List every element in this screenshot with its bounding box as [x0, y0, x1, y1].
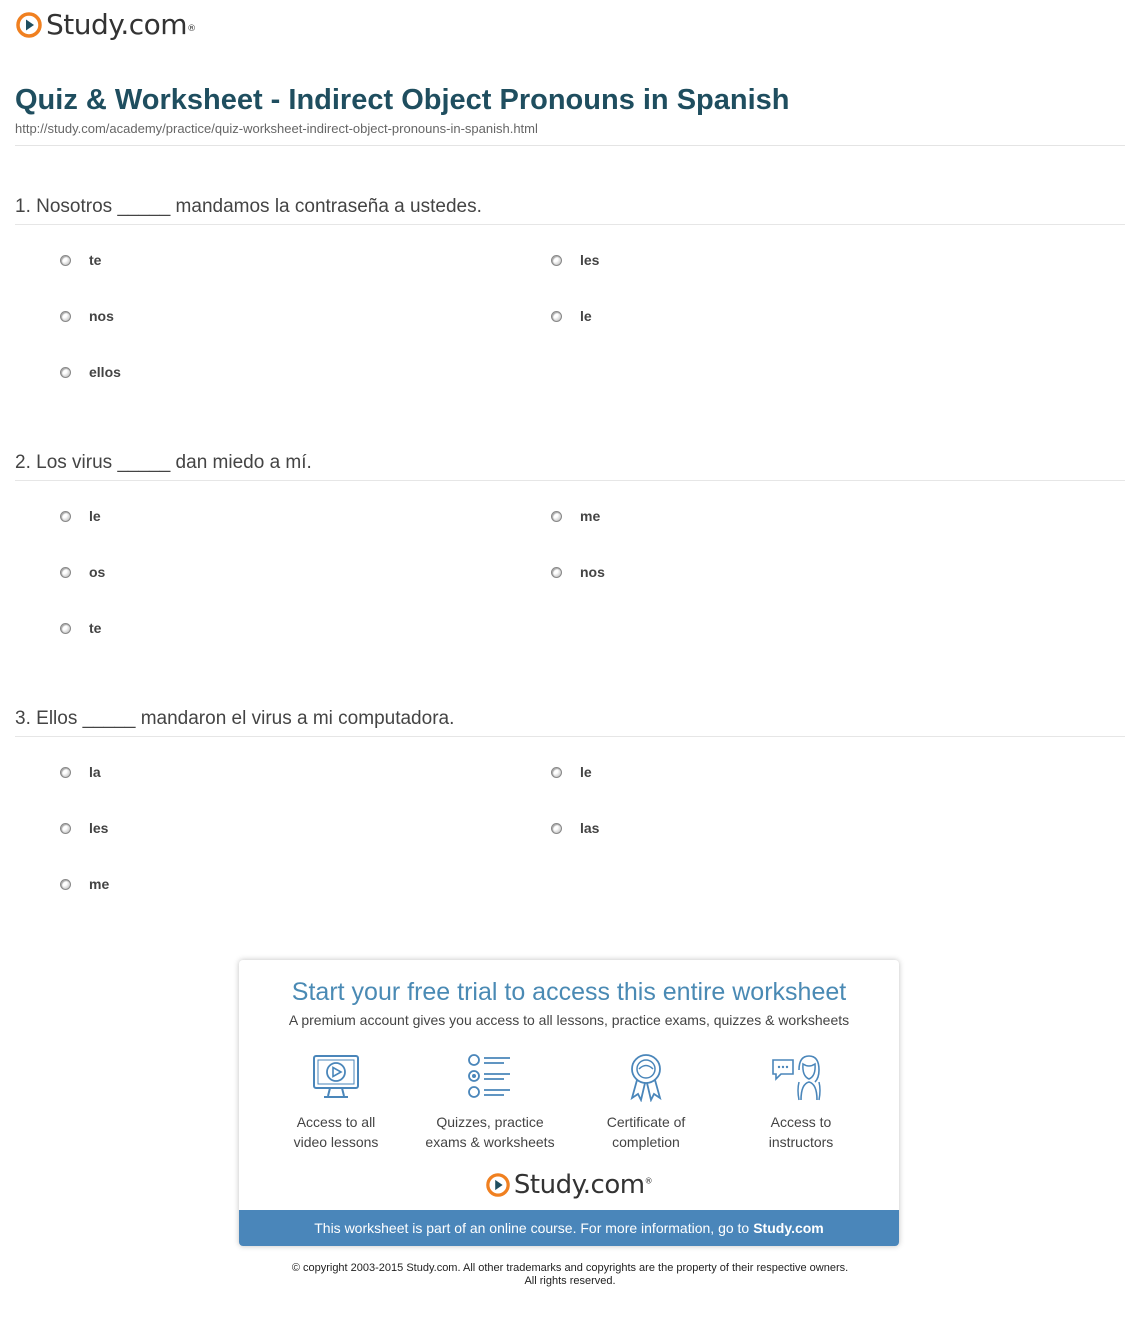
- feature-instructors: Access to instructors: [731, 1052, 871, 1152]
- video-lesson-icon: [310, 1052, 362, 1102]
- radio-button-icon[interactable]: [60, 255, 71, 266]
- question-text: 1. Nosotros _____ mandamos la contraseña a ustedes.: [15, 196, 482, 217]
- answer-option[interactable]: te: [60, 252, 101, 268]
- checklist-icon: [464, 1052, 516, 1102]
- promo-study-logo[interactable]: [239, 1170, 899, 1200]
- logo-wordmark: Study.com®: [513, 1170, 653, 1200]
- header-divider: [15, 145, 1125, 146]
- question-text: 3. Ellos _____ mandaron el virus a mi computadora.: [15, 708, 455, 729]
- answer-option[interactable]: os: [60, 564, 105, 580]
- study-logo[interactable]: [16, 10, 196, 40]
- answer-option[interactable]: le: [551, 308, 592, 324]
- feature-certificate: Certificate of completion: [576, 1052, 716, 1152]
- instructor-chat-icon: [771, 1052, 831, 1102]
- answer-option[interactable]: les: [551, 252, 599, 268]
- logo-wordmark: Study.com®: [46, 8, 196, 41]
- free-trial-promo: [239, 960, 899, 1246]
- question-divider: [15, 480, 1125, 481]
- feature-quizzes: Quizzes, practice exams & worksheets: [420, 1052, 560, 1152]
- promo-subtitle: A premium account gives you access to all lessons, practice exams, quizzes & worksheets: [288, 1012, 850, 1028]
- radio-button-icon[interactable]: [60, 367, 71, 378]
- play-circle-logo-icon: [16, 12, 42, 38]
- radio-button-icon[interactable]: [551, 255, 562, 266]
- radio-button-icon[interactable]: [551, 823, 562, 834]
- answer-option[interactable]: nos: [551, 564, 605, 580]
- radio-button-icon[interactable]: [551, 311, 562, 322]
- answer-option[interactable]: te: [60, 620, 101, 636]
- answer-option[interactable]: la: [60, 764, 101, 780]
- answer-option[interactable]: le: [60, 508, 101, 524]
- answer-option[interactable]: le: [551, 764, 592, 780]
- question-text: 2. Los virus _____ dan miedo a mí.: [15, 452, 312, 473]
- certificate-ribbon-icon: [620, 1052, 672, 1102]
- radio-button-icon[interactable]: [60, 511, 71, 522]
- answer-option[interactable]: ellos: [60, 364, 121, 380]
- page-url: http://study.com/academy/practice/quiz-worksheet-indirect-object-pronouns-in-spanish.html: [15, 121, 538, 136]
- radio-button-icon[interactable]: [60, 623, 71, 634]
- answer-option[interactable]: nos: [60, 308, 114, 324]
- radio-button-icon[interactable]: [60, 767, 71, 778]
- radio-button-icon[interactable]: [551, 767, 562, 778]
- answer-option[interactable]: me: [551, 508, 600, 524]
- question-divider: [15, 736, 1125, 737]
- question-divider: [15, 224, 1125, 225]
- radio-button-icon[interactable]: [60, 823, 71, 834]
- promo-title[interactable]: Start your free trial to access this entire worksheet: [291, 978, 847, 1006]
- answer-option[interactable]: me: [60, 876, 109, 892]
- copyright-notice: © copyright 2003-2015 Study.com. All other trademarks and copyrights are the property of their respective owners. All rights reserved.: [291, 1262, 849, 1287]
- answer-option[interactable]: las: [551, 820, 599, 836]
- radio-button-icon[interactable]: [60, 567, 71, 578]
- radio-button-icon[interactable]: [60, 879, 71, 890]
- play-circle-logo-icon: [486, 1173, 510, 1197]
- radio-button-icon[interactable]: [551, 567, 562, 578]
- radio-button-icon[interactable]: [551, 511, 562, 522]
- course-info-banner: This worksheet is part of an online course. For more information, go to Study.com: [239, 1210, 899, 1246]
- page-title: Quiz & Worksheet - Indirect Object Pronouns in Spanish: [15, 84, 790, 116]
- feature-video-lessons: Access to all video lessons: [266, 1052, 406, 1152]
- answer-option[interactable]: les: [60, 820, 108, 836]
- study-link[interactable]: Study.com: [753, 1220, 824, 1236]
- radio-button-icon[interactable]: [60, 311, 71, 322]
